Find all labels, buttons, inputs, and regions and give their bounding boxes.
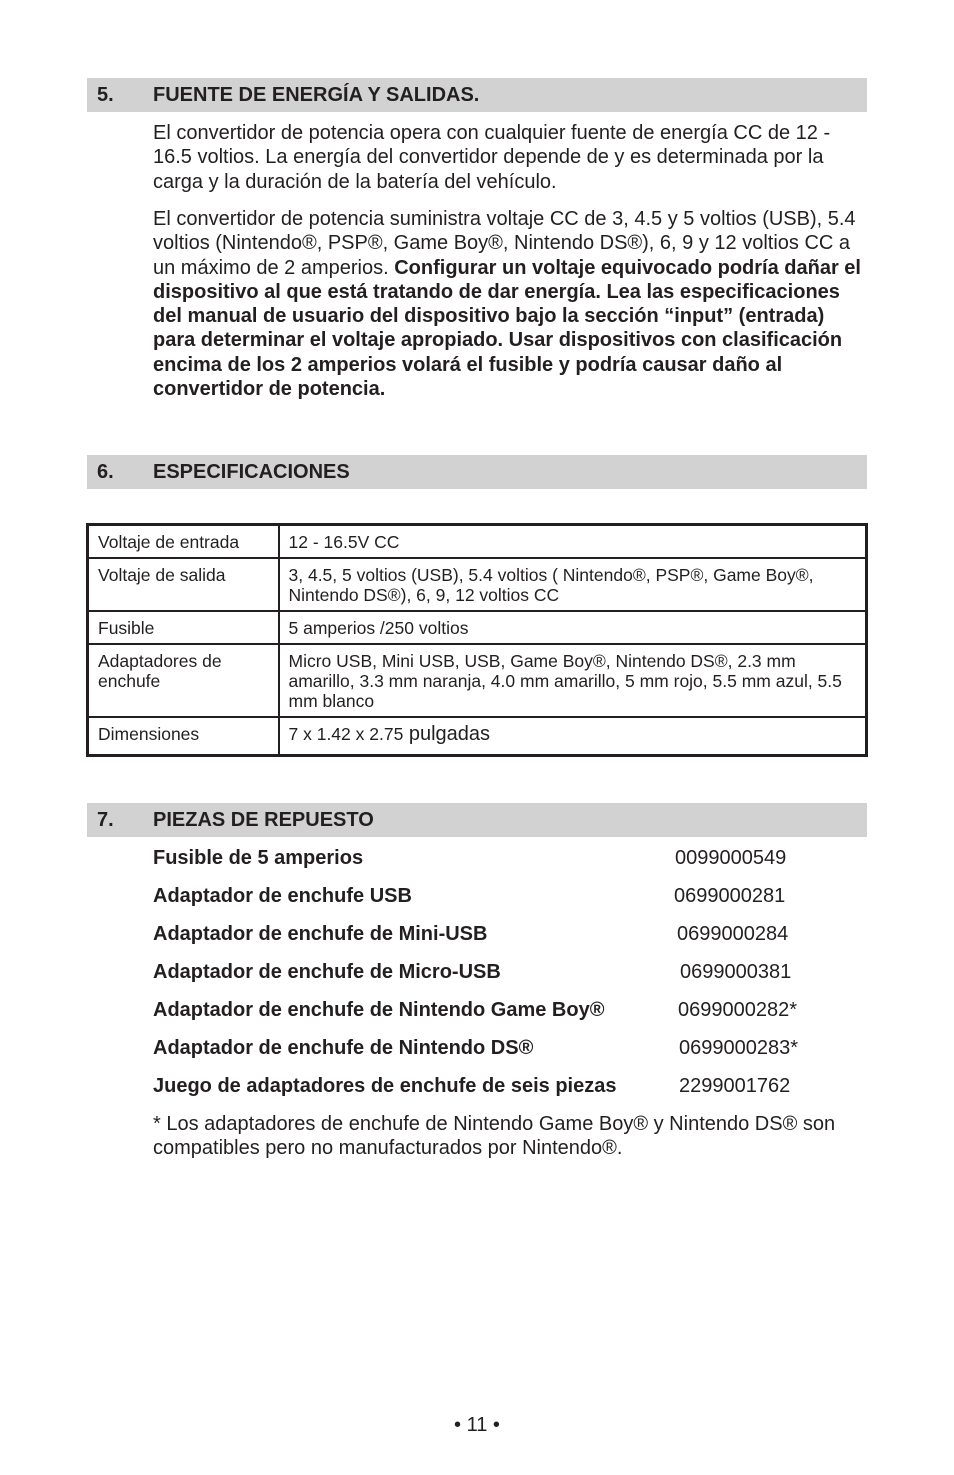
section-6-title: ESPECIFICACIONES (153, 461, 350, 483)
specifications-table (86, 523, 868, 757)
spec-value: 12 - 16.5V CC (279, 525, 867, 559)
section-7-header (87, 803, 867, 837)
section-5-paragraph-2-normal: El convertidor de potencia suministra voltaje CC de 3, 4.5 y 5 voltios (USB), 5.4 voltios (Nintendo®, PSP®, Game Boy®, Nintendo DS®), 6, 9 y 12 voltios CC a un máximo de 2 amperios. (153, 208, 856, 279)
list-item (153, 958, 867, 996)
part-number: 0699000281 (674, 885, 786, 907)
list-item (153, 1072, 867, 1110)
part-name: Adaptador de enchufe de Mini-USB (153, 923, 488, 945)
section-5-title: FUENTE DE ENERGÍA Y SALIDAS. (153, 84, 480, 106)
part-name: Juego de adaptadores de enchufe de seis piezas (153, 1075, 617, 1097)
list-item (153, 1034, 867, 1072)
replacement-parts-list (153, 844, 867, 1110)
page-number: • 11 • (454, 1414, 500, 1436)
section-6-number: 6. (97, 461, 114, 483)
list-item (153, 844, 867, 882)
spec-value (279, 717, 867, 755)
spec-label: Fusible (88, 611, 279, 644)
spec-label: Dimensiones (88, 717, 279, 755)
section-7-title: PIEZAS DE REPUESTO (153, 809, 374, 831)
section-7-number: 7. (97, 809, 114, 831)
list-item (153, 920, 867, 958)
table-row (88, 644, 867, 717)
section-5-paragraph-2-warning: Configurar un voltaje equivocado podría dañar el dispositivo al que está tratando de dar energía. Lea las especificaciones del manual de usuario del dispositivo bajo la sección “input” (entrada) para determinar el voltaje apropiado. Usar dispositivos con clasificación encima de los 2 amperios volará el fusible y podría causar daño al convertidor de potencia. (153, 256, 861, 401)
section-5-paragraph-1: El convertidor de potencia opera con cualquier fuente de energía CC de 12 - 16.5 voltios. La energía del convertidor depende de y es determinada por la carga y la duración de la batería del vehículo. (153, 122, 831, 193)
part-name: Adaptador de enchufe de Micro-USB (153, 961, 501, 983)
list-item (153, 882, 867, 920)
section-6-header (87, 455, 867, 489)
part-number: 0699000284 (677, 923, 789, 945)
section-5-header (87, 78, 867, 112)
table-row (88, 558, 867, 611)
list-item (153, 996, 867, 1034)
table-row (88, 525, 867, 559)
part-name: Adaptador de enchufe de Nintendo Game Boy® (153, 999, 605, 1021)
part-number: 2299001762 (679, 1075, 791, 1097)
parts-footnote: * Los adaptadores de enchufe de Nintendo Game Boy® y Nintendo DS® son compatibles pero no manufacturados por Nintendo®. (153, 1113, 836, 1160)
spec-value: 5 amperios /250 voltios (279, 611, 867, 644)
spec-value: 3, 4.5, 5 voltios (USB), 5.4 voltios ( Nintendo®, PSP®, Game Boy®, Nintendo DS®), 6, 9, 12 voltios CC (279, 558, 867, 611)
part-number: 0699000282* (678, 999, 798, 1021)
section-5-number: 5. (97, 84, 114, 106)
part-name: Fusible de 5 amperios (153, 847, 364, 869)
part-name: Adaptador de enchufe USB (153, 885, 412, 907)
table-row (88, 717, 867, 755)
dimensions-unit: pulgadas (403, 723, 491, 745)
spec-label: Voltaje de entrada (88, 525, 279, 559)
part-name: Adaptador de enchufe de Nintendo DS® (153, 1037, 534, 1059)
dimensions-value: 7 x 1.42 x 2.75 (288, 724, 404, 744)
part-number: 0699000283* (679, 1037, 799, 1059)
section-5-paragraph-2 (153, 207, 867, 401)
spec-label: Adaptadores de enchufe (88, 644, 279, 717)
spec-label: Voltaje de salida (88, 558, 279, 611)
spec-value: Micro USB, Mini USB, USB, Game Boy®, Nintendo DS®, 2.3 mm amarillo, 3.3 mm naranja, 4.0 mm amarillo, 5 mm rojo, 5.5 mm azul, 5.5 mm blanco (279, 644, 867, 717)
table-row (88, 611, 867, 644)
part-number: 0699000381 (680, 961, 792, 983)
part-number: 0099000549 (675, 847, 787, 869)
